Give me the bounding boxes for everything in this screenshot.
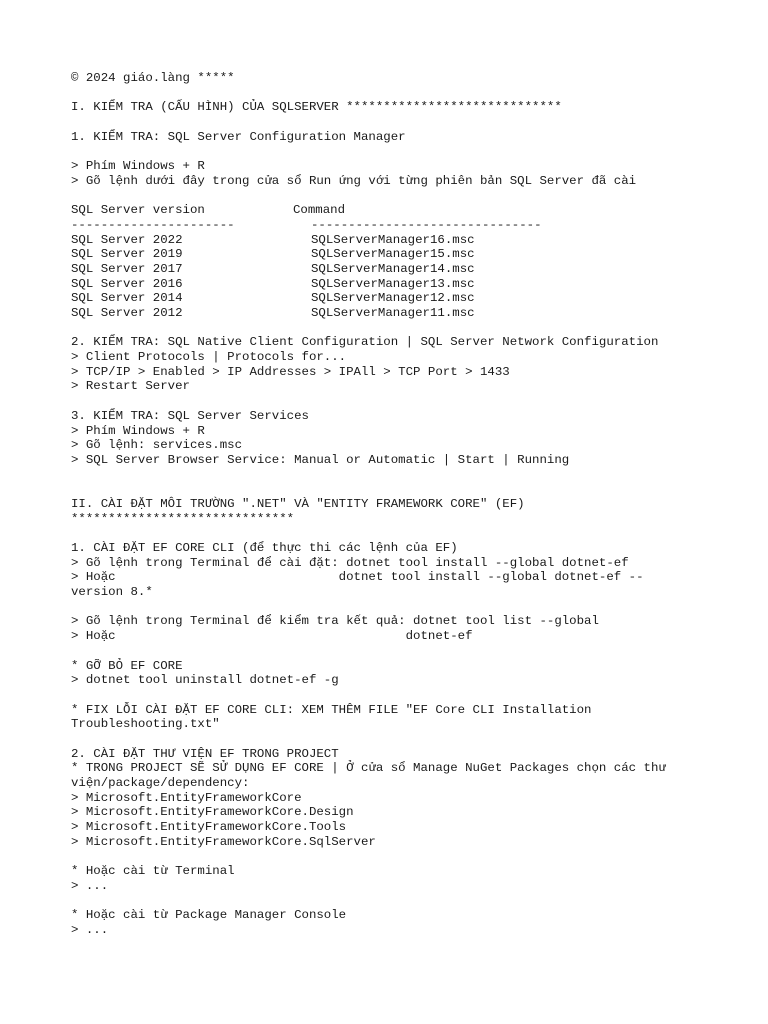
remove-line1: > dotnet tool uninstall dotnet-ef -g bbox=[71, 673, 339, 688]
document-page bbox=[71, 71, 711, 938]
row-version: SQL Server 2022 bbox=[71, 232, 183, 247]
row-version: SQL Server 2019 bbox=[71, 247, 183, 262]
section1-step3-title: 3. KIỂM TRA: SQL Server Services bbox=[71, 408, 309, 423]
row-version: SQL Server 2017 bbox=[71, 261, 183, 276]
table-row bbox=[71, 277, 711, 292]
section2-step1-line5: > Hoặc dotnet-ef bbox=[71, 629, 473, 644]
table-separator-row bbox=[71, 218, 711, 233]
section1-step2-title: 2. KIỂM TRA: SQL Native Client Configuration | SQL Server Network Configuration bbox=[71, 335, 659, 350]
row-version: SQL Server 2016 bbox=[71, 276, 183, 291]
separator-command: ------------------------------- bbox=[311, 217, 542, 232]
package-item: > Microsoft.EntityFrameworkCore.Tools bbox=[71, 820, 347, 835]
table-header-row bbox=[71, 203, 711, 218]
package-item: > Microsoft.EntityFrameworkCore.SqlServer bbox=[71, 834, 376, 849]
section2-step1-title: 1. CÀI ĐẶT EF CORE CLI (để thực thi các lệnh của EF) bbox=[71, 541, 458, 556]
table-row bbox=[71, 247, 711, 262]
row-version: SQL Server 2014 bbox=[71, 291, 183, 306]
section1-step2-line2: > TCP/IP > Enabled > IP Addresses > IPAll > TCP Port > 1433 bbox=[71, 364, 510, 379]
section1-step1-title: 1. KIỂM TRA: SQL Server Configuration Manager bbox=[71, 129, 406, 144]
terminal-line: > ... bbox=[71, 878, 109, 893]
package-item: > Microsoft.EntityFrameworkCore.Design bbox=[71, 805, 354, 820]
section2-step1-line4: > Gõ lệnh trong Terminal để kiểm tra kết quả: dotnet tool list --global bbox=[71, 614, 599, 629]
copyright-line: © 2024 giáo.làng ***** bbox=[71, 71, 235, 85]
row-command: SQLServerManager11.msc bbox=[311, 306, 475, 320]
table-row bbox=[71, 306, 711, 321]
section1-title: I. KIỂM TRA (CẤU HÌNH) CỦA SQLSERVER ***************************** bbox=[71, 100, 562, 115]
section1-step3-line3: > SQL Server Browser Service: Manual or Automatic | Start | Running bbox=[71, 452, 570, 467]
section2-step1-line3: version 8.* bbox=[71, 585, 153, 600]
remove-title: * GỠ BỎ EF CORE bbox=[71, 658, 183, 673]
table-row bbox=[71, 233, 711, 248]
terminal-title: * Hoặc cài từ Terminal bbox=[71, 864, 235, 879]
row-command: SQLServerManager14.msc bbox=[311, 261, 475, 276]
row-command: SQLServerManager16.msc bbox=[311, 232, 475, 247]
section2-step2-line1: * TRONG PROJECT SẼ SỬ DỤNG EF CORE | Ở cửa sổ Manage NuGet Packages chọn các thư bbox=[71, 761, 666, 776]
section1-step1-line2: > Gõ lệnh dưới đây trong cửa sổ Run ứng với từng phiên bản SQL Server đã cài bbox=[71, 173, 637, 188]
fix-line1: * FIX LỖI CÀI ĐẶT EF CORE CLI: XEM THÊM FILE "EF Core CLI Installation bbox=[71, 702, 592, 717]
package-item: > Microsoft.EntityFrameworkCore bbox=[71, 790, 302, 805]
section2-step2-title: 2. CÀI ĐẶT THƯ VIỆN EF TRONG PROJECT bbox=[71, 746, 339, 761]
section2-step1-line2: > Hoặc dotnet tool install --global dotnet-ef -- bbox=[71, 570, 644, 585]
pmc-line: > ... bbox=[71, 922, 109, 937]
table-row bbox=[71, 262, 711, 277]
row-command: SQLServerManager15.msc bbox=[311, 247, 475, 262]
header-command: Command bbox=[293, 203, 346, 218]
section1-step2-line1: > Client Protocols | Protocols for... bbox=[71, 350, 347, 365]
section1-step3-line1: > Phím Windows + R bbox=[71, 423, 205, 438]
section2-step2-line2: viện/package/dependency: bbox=[71, 776, 250, 791]
row-command: SQLServerManager13.msc bbox=[311, 276, 475, 291]
section2-title: II. CÀI ĐẶT MÔI TRƯỜNG ".NET" VÀ "ENTITY FRAMEWORK CORE" (EF) bbox=[71, 496, 525, 511]
section2-step1-line1: > Gõ lệnh trong Terminal để cài đặt: dotnet tool install --global dotnet-ef bbox=[71, 555, 629, 570]
fix-line2: Troubleshooting.txt" bbox=[71, 717, 220, 732]
row-version: SQL Server 2012 bbox=[71, 306, 183, 320]
header-version: SQL Server version bbox=[71, 203, 205, 218]
section1-step2-line3: > Restart Server bbox=[71, 379, 190, 394]
section2-title-stars: ****************************** bbox=[71, 511, 295, 526]
section1-step3-line2: > Gõ lệnh: services.msc bbox=[71, 438, 243, 453]
section1-step1-line1: > Phím Windows + R bbox=[71, 159, 205, 174]
separator-version: ---------------------- bbox=[71, 217, 235, 232]
row-command: SQLServerManager12.msc bbox=[311, 291, 475, 306]
sql-version-table bbox=[71, 203, 711, 321]
table-row bbox=[71, 291, 711, 306]
pmc-title: * Hoặc cài từ Package Manager Console bbox=[71, 908, 347, 923]
